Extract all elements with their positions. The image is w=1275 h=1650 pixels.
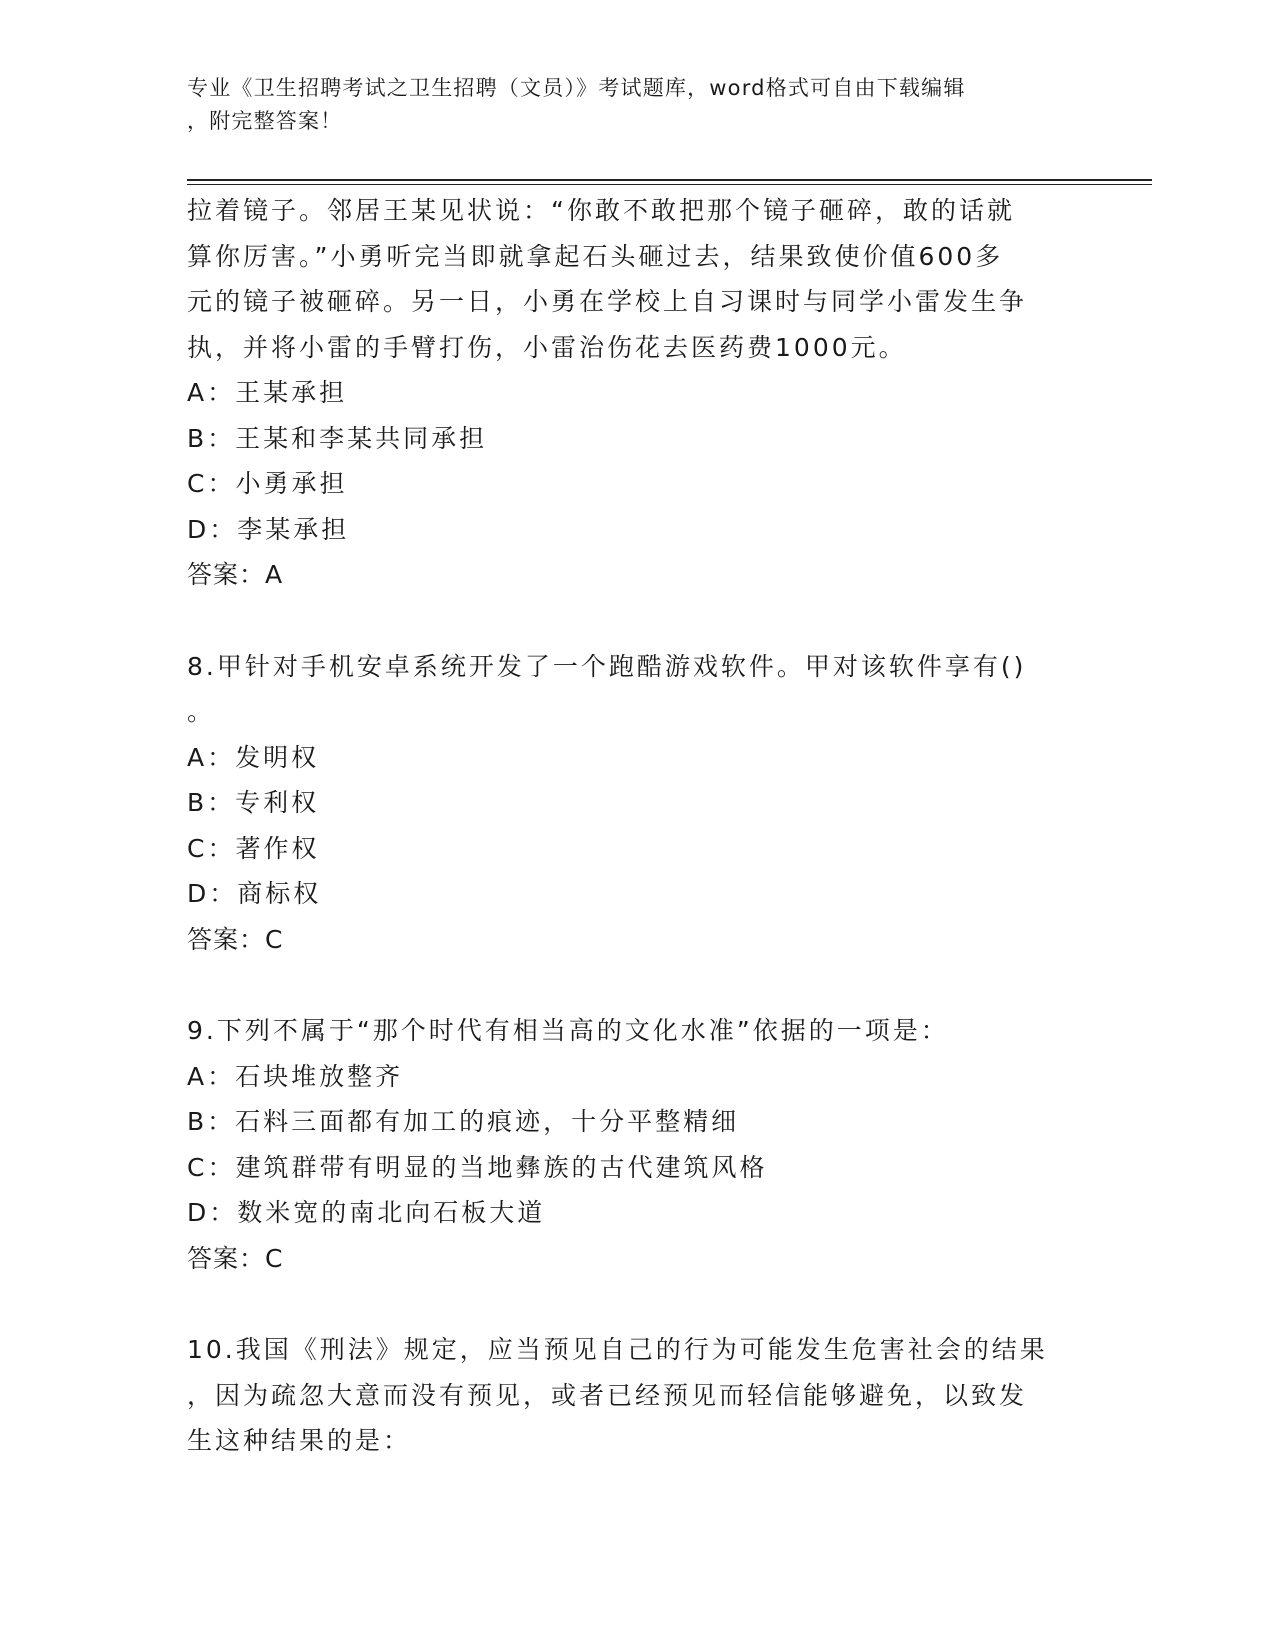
answer: 答案：C [187, 1243, 284, 1273]
question-8 [187, 644, 1087, 963]
question-7-line: 执，并将小雷的手臂打伤，小雷治伤花去医药费1000元。 [187, 332, 907, 362]
question-7-line: 算你厉害。”小勇听完当即就拿起石头砸过去，结果致使价值600多 [187, 241, 1004, 271]
option-b: B：石料三面都有加工的痕迹，十分平整精细 [187, 1107, 740, 1136]
document-body [187, 188, 1087, 1464]
question-8-line: 。 [187, 697, 216, 726]
answer: 答案：C [187, 924, 284, 954]
option-c: C：著作权 [187, 833, 320, 863]
question-8-line: 8.甲针对手机安卓系统开发了一个跑酷游戏软件。甲对该软件享有() [187, 651, 1027, 681]
option-a: A：石块堆放整齐 [187, 1061, 404, 1091]
option-a: A：发明权 [187, 742, 320, 772]
option-d: D：数米宽的南北向石板大道 [187, 1198, 546, 1227]
option-d: D：李某承担 [187, 514, 350, 544]
question-7-line: 元的镜子被砸碎。另一日，小勇在学校上自习课时与同学小雷发生争 [187, 287, 1028, 316]
header-divider-thin [187, 184, 1152, 185]
question-10 [187, 1327, 1087, 1464]
option-b: B：专利权 [187, 788, 320, 817]
header-line-2: ，附完整答案！ [187, 109, 343, 133]
question-10-line: 生这种结果的是： [187, 1426, 412, 1455]
document-header [187, 72, 1067, 138]
question-7 [187, 188, 1087, 598]
answer: 答案：A [187, 560, 284, 589]
option-a: A：王某承担 [187, 378, 348, 407]
question-9 [187, 1008, 1087, 1281]
question-10-line: 10.我国《刑法》规定，应当预见自己的行为可能发生危害社会的结果 [187, 1335, 1048, 1364]
question-10-line: ，因为疏忽大意而没有预见，或者已经预见而轻信能够避免，以致发 [187, 1380, 1028, 1410]
header-line-1: 专业《卫生招聘考试之卫生招聘（文员）》考试题库，word格式可自由下载编辑 [187, 76, 966, 100]
header-divider-thick [187, 179, 1152, 181]
question-7-line: 拉着镜子。邻居王某见状说：“你敢不敢把那个镜子砸碎，敢的话就 [187, 196, 1015, 225]
option-b: B：王某和李某共同承担 [187, 423, 488, 453]
option-c: C：小勇承担 [187, 469, 348, 498]
option-d: D：商标权 [187, 879, 322, 908]
option-c: C：建筑群带有明显的当地彝族的古代建筑风格 [187, 1152, 768, 1182]
question-9-line: 9.下列不属于“那个时代有相当高的文化水准”依据的一项是： [187, 1016, 949, 1045]
